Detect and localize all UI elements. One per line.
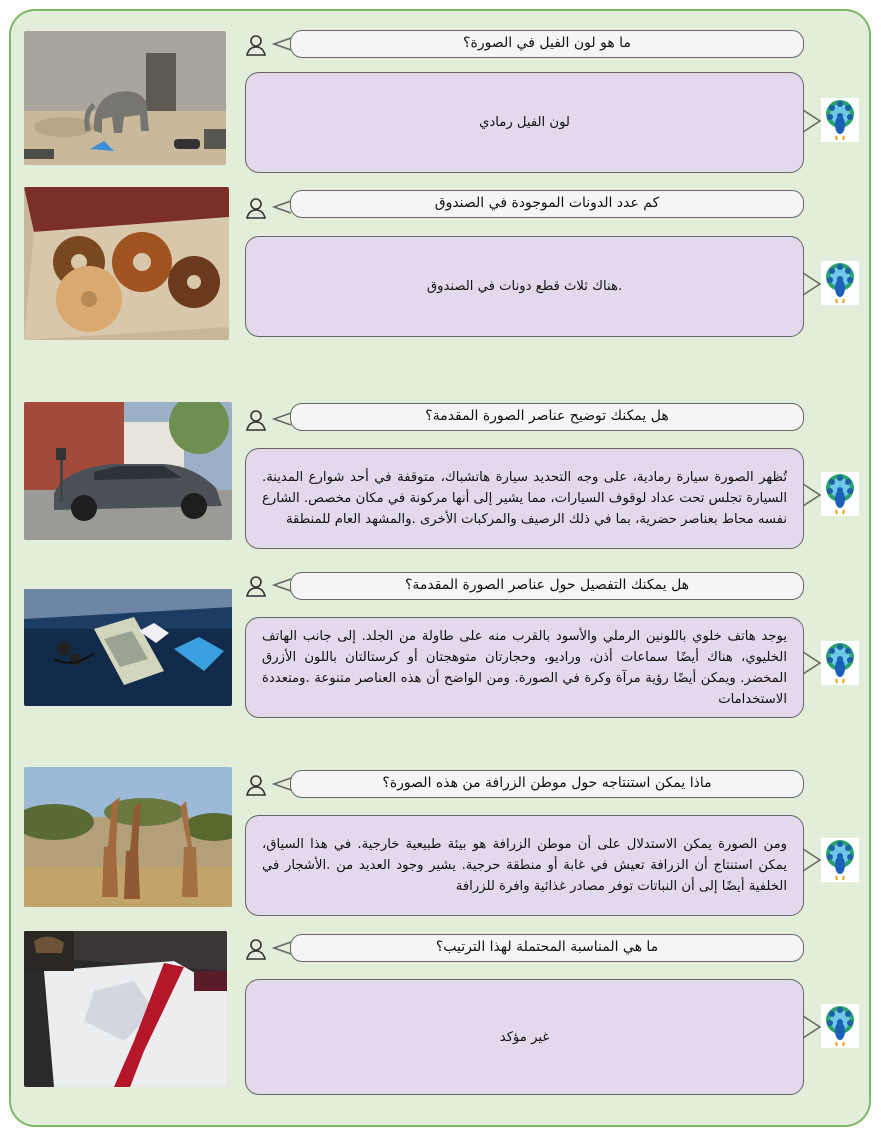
answer-bubble-tail (802, 108, 822, 138)
question-bubble-tail (272, 940, 292, 960)
answer-bubble-tail (802, 1014, 822, 1044)
peacock-icon (821, 261, 859, 309)
question-bubble: ما هي المناسبة المحتملة لهذا الترتيب؟ (290, 934, 804, 962)
car-photo (24, 402, 232, 540)
phone-photo (24, 589, 232, 706)
giraffe-photo (24, 767, 232, 907)
user-icon (245, 938, 267, 964)
answer-bubble: غير مؤكد (245, 979, 804, 1095)
user-icon (245, 774, 267, 800)
answer-bubble: ومن الصورة يمكن الاستدلال على أن موطن الزرافة هو بيئة طبيعية خارجية. في هذا السياق، يمكن استنتاج أن الزرافة تعيش في غابة أو منطقة حرجية. يشير وجود العديد من .الأشجار في الخلفية أيضًا إلى أن النباتات توفر مصادر غذائية وافرة للزرافة (245, 815, 804, 916)
answer-bubble: .هناك ثلاث قطع دونات في الصندوق (245, 236, 804, 337)
answer-bubble: لون الفيل رمادي (245, 72, 804, 173)
elephant-photo (24, 31, 226, 165)
peacock-icon (821, 98, 859, 146)
user-icon (245, 575, 267, 601)
question-bubble-tail (272, 199, 292, 219)
clothes-photo (24, 931, 227, 1087)
answer-bubble-tail (802, 271, 822, 301)
answer-bubble-tail (802, 847, 822, 877)
user-icon (245, 409, 267, 435)
peacock-icon (821, 472, 859, 520)
question-bubble-tail (272, 776, 292, 796)
question-bubble-tail (272, 411, 292, 431)
question-bubble: ما هو لون الفيل في الصورة؟ (290, 30, 804, 58)
user-icon (245, 34, 267, 60)
answer-bubble: تُظهر الصورة سيارة رمادية، على وجه التحديد سيارة هاتشباك، متوقفة في أحد شوارع المدينة. السيارة تجلس تحت عداد لوقوف السيارات، مما يشير إلى أنها مركونة في مكان مخصص. الشارع نفسه محاط بعناصر حضرية، بما في ذلك الرصيف والمركبات الأخرى .والمشهد العام للمنطقة (245, 448, 804, 549)
question-bubble: هل يمكنك التفصيل حول عناصر الصورة المقدمة؟ (290, 572, 804, 600)
question-bubble: ماذا يمكن استنتاجه حول موطن الزرافة من هذه الصورة؟ (290, 770, 804, 798)
answer-bubble: يوجد هاتف خلوي باللونين الرملي والأسود بالقرب منه على طاولة من الجلد. إلى جانب الهاتف الخليوي، هناك أيضًا سماعات أذن، وراديو، وحجارتان متوهجتان أو كرستالتان باللون الأزرق المخضر. ويمكن أيضًا رؤية مرآة وكرة في الصورة. ومن الواضح أن هذه العناصر متنوعة .ومتعددة الاستخدامات (245, 617, 804, 718)
question-bubble-tail (272, 36, 292, 56)
question-bubble: كم عدد الدونات الموجودة في الصندوق (290, 190, 804, 218)
answer-bubble-tail (802, 650, 822, 680)
peacock-icon (821, 641, 859, 689)
peacock-icon (821, 1004, 859, 1052)
donuts-photo (24, 187, 229, 340)
question-bubble: هل يمكنك توضيح عناصر الصورة المقدمة؟ (290, 403, 804, 431)
peacock-icon (821, 838, 859, 886)
user-icon (245, 197, 267, 223)
answer-bubble-tail (802, 482, 822, 512)
question-bubble-tail (272, 577, 292, 597)
